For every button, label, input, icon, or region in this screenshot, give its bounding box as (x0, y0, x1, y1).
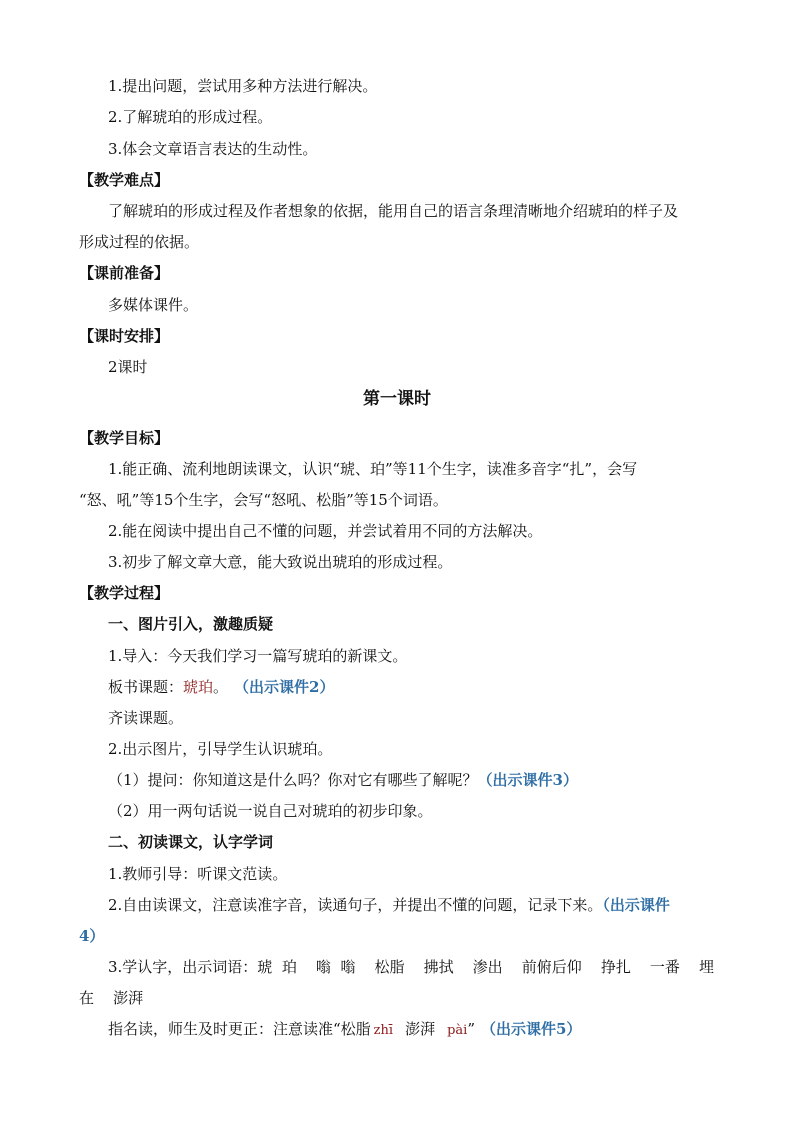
objective-item-2: 2.了解琥珀的形成过程。 (108, 108, 273, 126)
objective-item-1: 1.提出问题，尝试用多种方法进行解决。 (108, 77, 378, 95)
part1-read: 齐读课题。 (108, 709, 184, 727)
correction-end: ” (467, 1020, 475, 1038)
goal-line-3: 2.能在阅读中提出自己不懂的问题，并尝试着用不同的方法解决。 (108, 522, 543, 540)
goal-line-2: “怒、吼”等15个生字，会写“怒吼、松脂”等15个词语。 (79, 491, 448, 509)
difficulty-text-line-2: 形成过程的依据。 (79, 233, 200, 251)
pinyin-pai: pài (447, 1023, 468, 1038)
part2-word-list: 3.学认字，出示词语：琥 珀 嗡 嗡 松脂 拂拭 渗出 前俯后仰 挣扎 一番 埋 (108, 958, 714, 976)
part2-correction (108, 1019, 720, 1041)
board-title-line (108, 677, 720, 697)
difficulty-text-line-1: 了解琥珀的形成过程及作者想象的依据，能用自己的语言条理清晰地介绍琥珀的样子及 (108, 202, 679, 220)
part1-intro: 1.导入：今天我们学习一篇写琥珀的新课文。 (108, 647, 408, 665)
board-keyword: 琥珀 (183, 678, 214, 696)
courseware-tag-4-start: （出示课件 (602, 896, 670, 914)
part1-question-1 (108, 770, 720, 790)
goal-line-1: 1.能正确、流利地朗读课文，认识“琥、珀”等11个生字，读准多音字“扎”，会写 (108, 460, 638, 478)
prep-text: 多媒体课件。 (108, 296, 199, 314)
pinyin-zhi: zhī (373, 1023, 394, 1038)
part1-question-2: （2）用一两句话说一说自己对琥珀的初步印象。 (108, 802, 433, 820)
goal-line-4: 3.初步了解文章大意，能大致说出琥珀的形成过程。 (108, 553, 453, 571)
part1-title: 一、图片引入，激趣质疑 (108, 615, 274, 633)
objective-item-3: 3.体会文章语言表达的生动性。 (108, 140, 318, 158)
board-prefix: 板书课题： (108, 678, 184, 696)
part1-picture: 2.出示图片，引导学生认识琥珀。 (108, 740, 333, 758)
goals-heading: 【教学目标】 (79, 429, 170, 447)
correction-prefix: 指名读，师生及时更正：注意读准“松脂 (108, 1020, 371, 1038)
correction-word: 澎湃 (405, 1020, 436, 1038)
process-heading: 【教学过程】 (79, 584, 170, 602)
part2-title: 二、初读课文，认字学词 (108, 833, 274, 851)
schedule-heading: 【课时安排】 (79, 327, 170, 345)
prep-heading: 【课前准备】 (79, 264, 170, 282)
difficulty-heading: 【教学难点】 (79, 171, 170, 189)
courseware-tag-3: （出示课件3） (477, 771, 578, 789)
schedule-text: 2课时 (108, 358, 148, 376)
part2-listen: 1.教师引导：听课文范读。 (108, 865, 288, 883)
lesson-title: 第一课时 (363, 389, 431, 409)
part2-free-read (108, 895, 720, 915)
courseware-tag-5: （出示课件5） (480, 1020, 582, 1038)
board-punct: 。 (213, 678, 229, 696)
courseware-tag-2: （出示课件2） (234, 678, 335, 696)
part2-word-list-cont: 在 澎湃 (79, 989, 144, 1007)
question-1-text: （1）提问：你知道这是什么吗？你对它有哪些了解呢？ (108, 771, 478, 789)
courseware-tag-4-end: 4） (79, 927, 105, 945)
free-read-text: 2.自由读课文，注意读准字音，读通句子，并提出不懂的问题，记录下来。 (108, 896, 603, 914)
